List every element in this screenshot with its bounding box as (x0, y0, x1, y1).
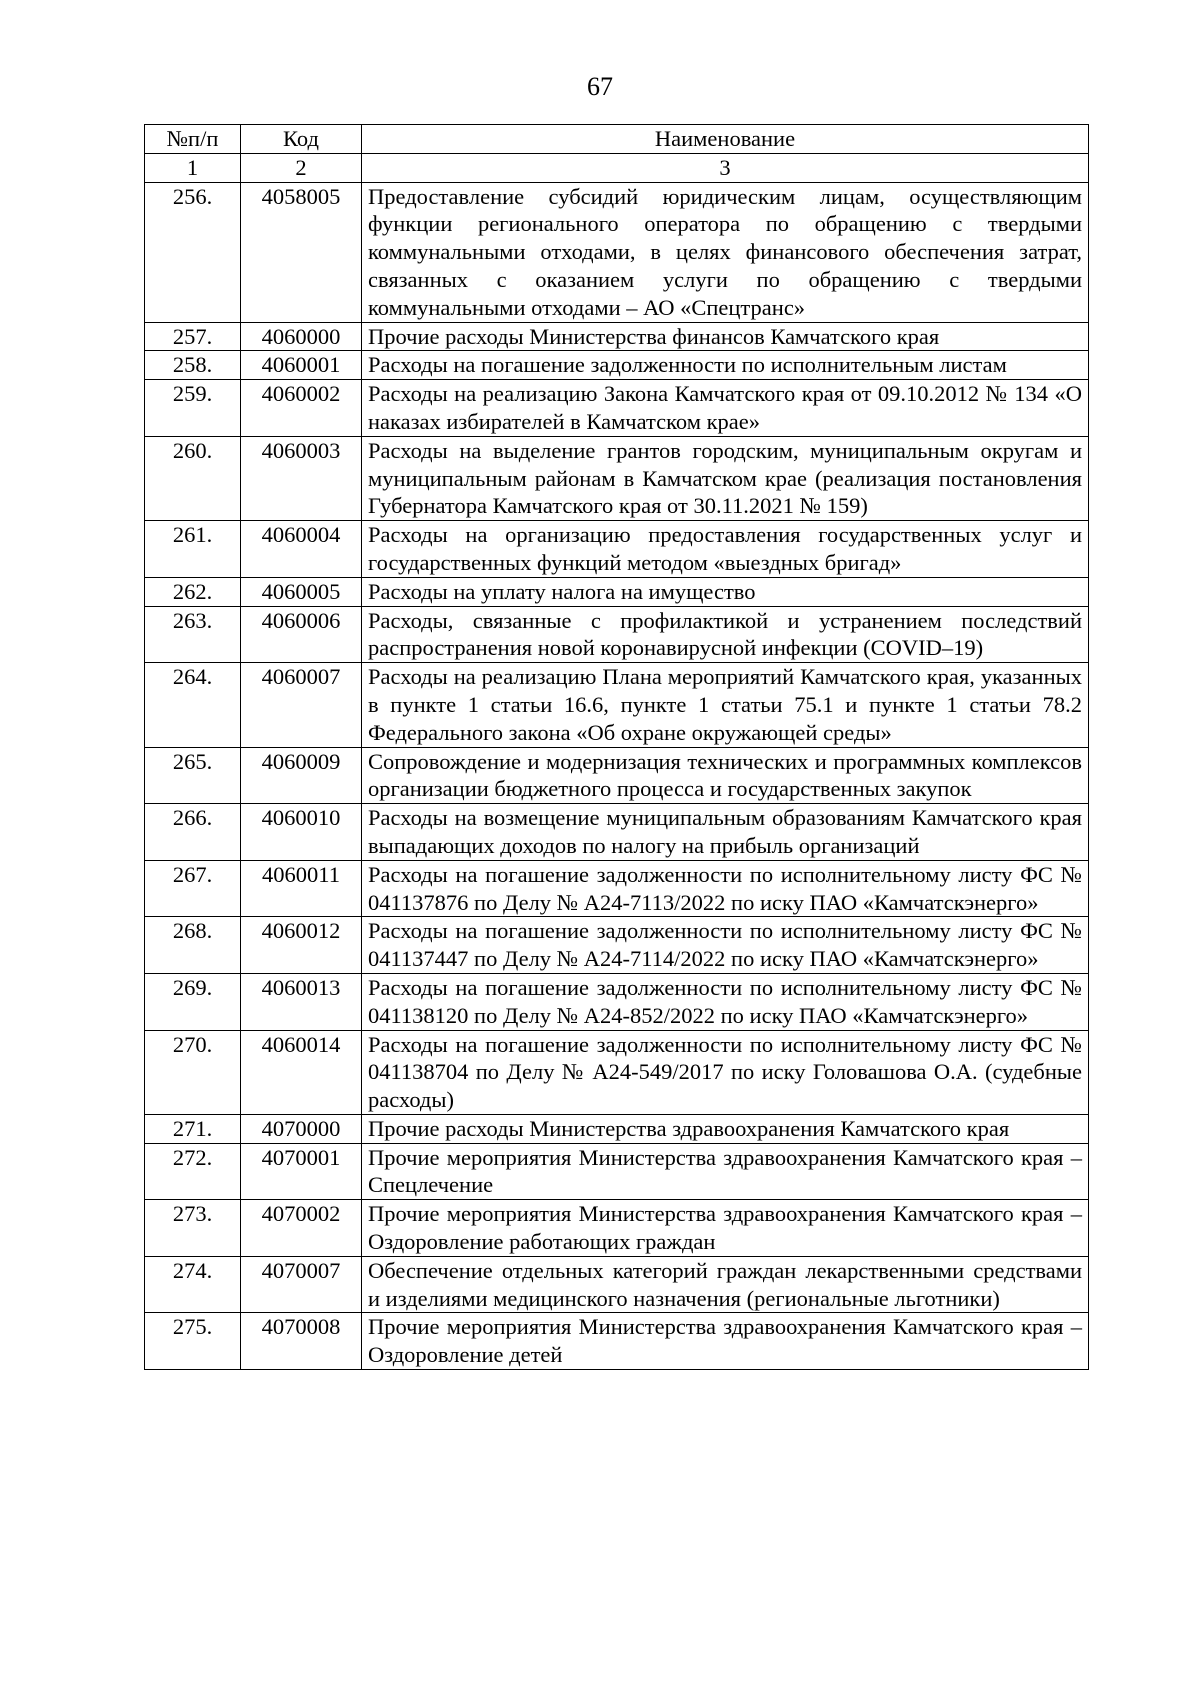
row-code: 4060004 (241, 521, 362, 578)
row-code: 4060005 (241, 577, 362, 606)
row-code: 4058005 (241, 182, 362, 322)
row-number: 267. (145, 860, 241, 917)
row-number: 266. (145, 804, 241, 861)
row-code: 4070001 (241, 1143, 362, 1200)
row-code: 4070002 (241, 1200, 362, 1257)
row-number: 257. (145, 322, 241, 351)
row-name: Прочие мероприятия Министерства здравоохранения Камчатского края – Спецлечение (362, 1143, 1089, 1200)
row-number: 262. (145, 577, 241, 606)
column-index-1: 1 (145, 153, 241, 182)
table-row (145, 973, 1089, 1030)
table-row (145, 917, 1089, 974)
table-row (145, 663, 1089, 747)
row-code: 4070007 (241, 1256, 362, 1313)
row-number: 261. (145, 521, 241, 578)
row-name: Расходы на уплату налога на имущество (362, 577, 1089, 606)
table-row (145, 1256, 1089, 1313)
row-code: 4060013 (241, 973, 362, 1030)
row-code: 4060007 (241, 663, 362, 747)
row-number: 265. (145, 747, 241, 804)
row-name: Расходы, связанные с профилактикой и устранением последствий распространения новой коронавирусной инфекции (COVID–19) (362, 606, 1089, 663)
table-body (145, 182, 1089, 1369)
row-code: 4060001 (241, 351, 362, 380)
row-number: 263. (145, 606, 241, 663)
row-code: 4060009 (241, 747, 362, 804)
row-number: 273. (145, 1200, 241, 1257)
row-name: Прочие мероприятия Министерства здравоохранения Камчатского края – Оздоровление работающих граждан (362, 1200, 1089, 1257)
table-header-row (145, 125, 1089, 154)
row-name: Расходы на реализацию Закона Камчатского края от 09.10.2012 № 134 «О наказах избирателей в Камчатском крае» (362, 380, 1089, 437)
row-number: 256. (145, 182, 241, 322)
row-number: 269. (145, 973, 241, 1030)
table-row (145, 380, 1089, 437)
row-code: 4060012 (241, 917, 362, 974)
row-name: Прочие расходы Министерства здравоохранения Камчатского края (362, 1114, 1089, 1143)
table-row (145, 606, 1089, 663)
column-index-3: 3 (362, 153, 1089, 182)
table-row (145, 1030, 1089, 1114)
header-name: Наименование (362, 125, 1089, 154)
row-name: Предоставление субсидий юридическим лицам, осуществляющим функции регионального оператора по обращению с твердыми коммунальными отходами, в целях финансового обеспечения затрат, связанных с оказанием услуги по обращению с твердыми коммунальными отходами – АО «Спецтранс» (362, 182, 1089, 322)
row-code: 4060002 (241, 380, 362, 437)
row-name: Расходы на организацию предоставления государственных услуг и государственных функций методом «выездных бригад» (362, 521, 1089, 578)
header-num: №п/п (145, 125, 241, 154)
row-name: Расходы на погашение задолженности по исполнительному листу ФС № 041138120 по Делу № А24-852/2022 по иску ПАО «Камчатскэнерго» (362, 973, 1089, 1030)
row-name: Прочие расходы Министерства финансов Камчатского края (362, 322, 1089, 351)
row-name: Расходы на реализацию Плана мероприятий Камчатского края, указанных в пункте 1 статьи 16.6, пункте 1 статьи 75.1 и пункте 1 статьи 78.2 Федерального закона «Об охране окружающей среды» (362, 663, 1089, 747)
row-name: Расходы на погашение задолженности по исполнительному листу ФС № 041138704 по Делу № А24-549/2017 по иску Головашова О.А. (судебные расходы) (362, 1030, 1089, 1114)
table-row (145, 322, 1089, 351)
row-number: 268. (145, 917, 241, 974)
table-row (145, 747, 1089, 804)
row-number: 259. (145, 380, 241, 437)
row-name: Расходы на возмещение муниципальным образованиям Камчатского края выпадающих доходов по налогу на прибыль организаций (362, 804, 1089, 861)
row-name: Сопровождение и модернизация технических и программных комплексов организации бюджетного процесса и государственных закупок (362, 747, 1089, 804)
row-code: 4060006 (241, 606, 362, 663)
table-row (145, 351, 1089, 380)
page-number: 67 (587, 72, 613, 101)
header-code: Код (241, 125, 362, 154)
row-number: 260. (145, 436, 241, 520)
table-row (145, 521, 1089, 578)
row-code: 4070008 (241, 1313, 362, 1370)
table-row (145, 1313, 1089, 1370)
row-name: Обеспечение отдельных категорий граждан лекарственными средствами и изделиями медицинского назначения (региональные льготники) (362, 1256, 1089, 1313)
row-number: 264. (145, 663, 241, 747)
column-index-row (145, 153, 1089, 182)
table-row (145, 804, 1089, 861)
row-name: Расходы на погашение задолженности по исполнительному листу ФС № 041137447 по Делу № А24-7114/2022 по иску ПАО «Камчатскэнерго» (362, 917, 1089, 974)
row-code: 4060010 (241, 804, 362, 861)
table-row (145, 1143, 1089, 1200)
table-row (145, 436, 1089, 520)
row-name: Прочие мероприятия Министерства здравоохранения Камчатского края – Оздоровление детей (362, 1313, 1089, 1370)
row-number: 258. (145, 351, 241, 380)
column-index-2: 2 (241, 153, 362, 182)
row-name: Расходы на выделение грантов городским, муниципальным округам и муниципальным районам в Камчатском крае (реализация постановления Губернатора Камчатского края от 30.11.2021 № 159) (362, 436, 1089, 520)
row-number: 275. (145, 1313, 241, 1370)
table-row (145, 1114, 1089, 1143)
row-code: 4060011 (241, 860, 362, 917)
table-row (145, 182, 1089, 322)
budget-codes-table (144, 124, 1089, 1370)
table-row (145, 577, 1089, 606)
row-name: Расходы на погашение задолженности по исполнительным листам (362, 351, 1089, 380)
row-name: Расходы на погашение задолженности по исполнительному листу ФС № 041137876 по Делу № А24-7113/2022 по иску ПАО «Камчатскэнерго» (362, 860, 1089, 917)
row-code: 4060014 (241, 1030, 362, 1114)
row-code: 4060003 (241, 436, 362, 520)
table-row (145, 1200, 1089, 1257)
row-number: 270. (145, 1030, 241, 1114)
row-code: 4070000 (241, 1114, 362, 1143)
row-code: 4060000 (241, 322, 362, 351)
row-number: 274. (145, 1256, 241, 1313)
row-number: 272. (145, 1143, 241, 1200)
table-row (145, 860, 1089, 917)
row-number: 271. (145, 1114, 241, 1143)
